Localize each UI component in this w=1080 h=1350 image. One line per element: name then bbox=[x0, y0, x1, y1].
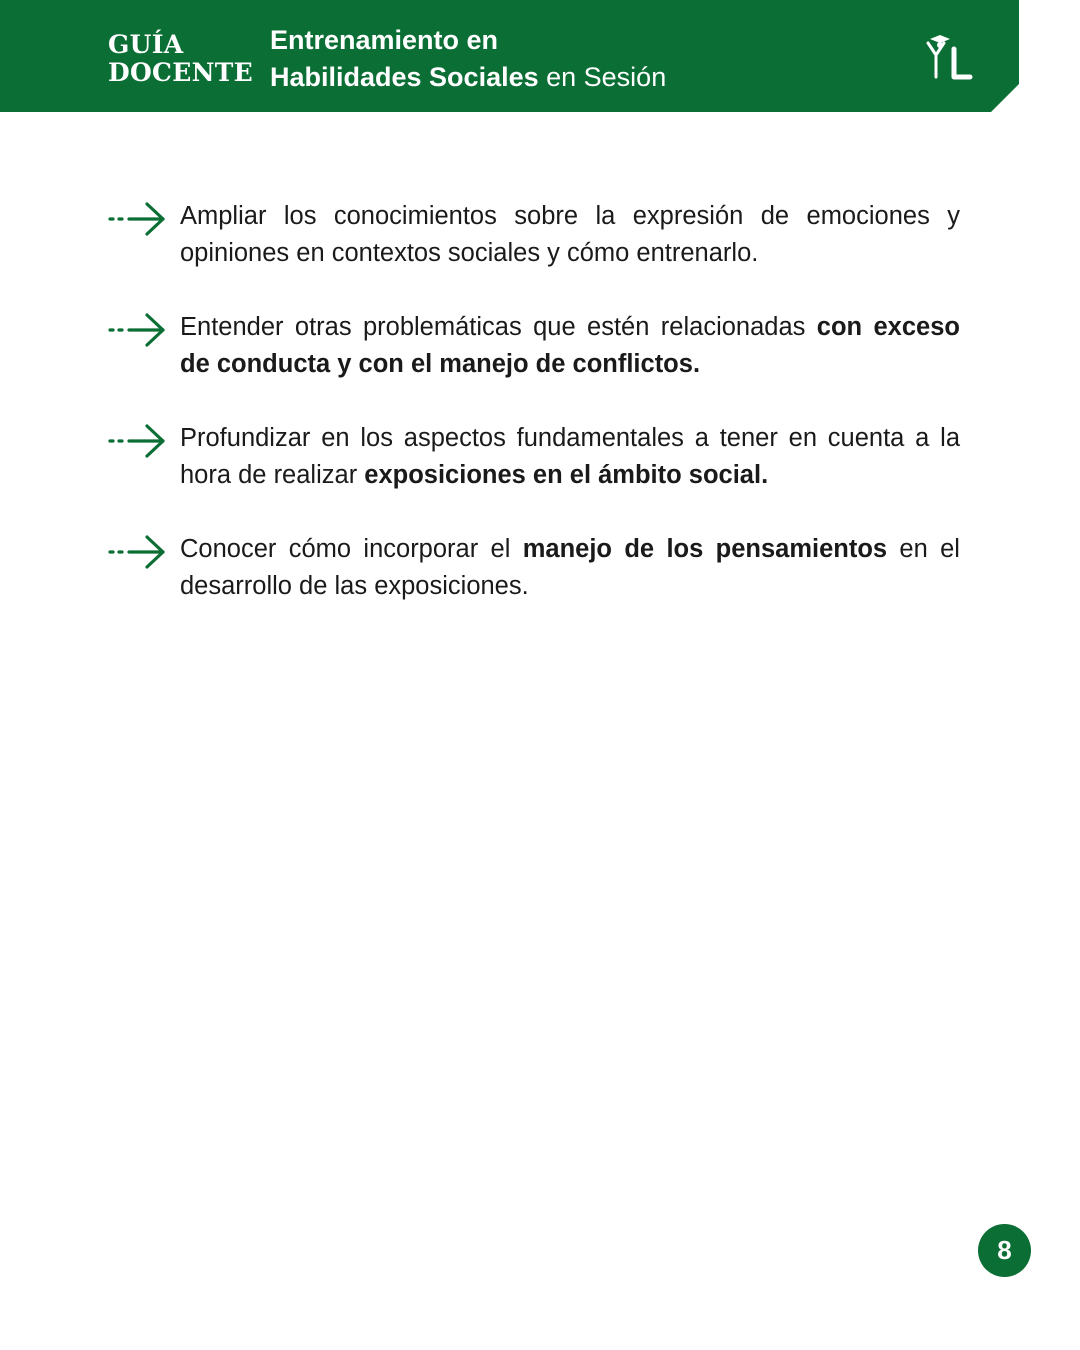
dashed-arrow-icon bbox=[108, 312, 166, 348]
title-line-2-bold: Habilidades Sociales bbox=[270, 62, 539, 92]
dashed-arrow-icon bbox=[108, 201, 166, 237]
objectives-list bbox=[108, 198, 960, 642]
objective-bold-text: manejo de los pensamientos bbox=[522, 535, 888, 563]
brand-line-1: GUÍA bbox=[108, 30, 184, 59]
objective-text-end: en el desarrollo de las exposiciones. bbox=[180, 535, 960, 600]
graduate-l-logo-icon bbox=[924, 33, 976, 83]
objective-text: Ampliar los conocimientos sobre la expresión de emociones y opiniones en contextos sociales y cómo entrenarlo. bbox=[180, 202, 960, 267]
title-line-2-rest: en Sesión bbox=[538, 62, 667, 92]
list-item bbox=[108, 420, 960, 494]
objective-bold-text: exposiciones en el ámbito social. bbox=[364, 461, 769, 489]
objective-text: Profundizar en los aspectos fundamentales a tener en cuenta a la hora de realizar bbox=[180, 424, 960, 489]
dashed-arrow-icon bbox=[108, 534, 166, 570]
document-title bbox=[270, 22, 666, 96]
brand-line-2: DOCENTE bbox=[108, 58, 254, 87]
objective-text: Entender otras problemáticas que estén relacionadas bbox=[180, 313, 817, 341]
list-item bbox=[108, 198, 960, 272]
list-item bbox=[108, 531, 960, 605]
title-line-1: Entrenamiento en bbox=[270, 25, 499, 55]
guide-brand bbox=[108, 31, 253, 87]
objective-text: Conocer cómo incorporar el bbox=[180, 535, 523, 563]
page-number: 8 bbox=[997, 1235, 1012, 1265]
list-item bbox=[108, 309, 960, 383]
page-number-badge bbox=[978, 1224, 1031, 1277]
dashed-arrow-icon bbox=[108, 423, 166, 459]
objective-bold-text: con exceso de conducta y con el manejo de conflictos. bbox=[180, 313, 960, 378]
